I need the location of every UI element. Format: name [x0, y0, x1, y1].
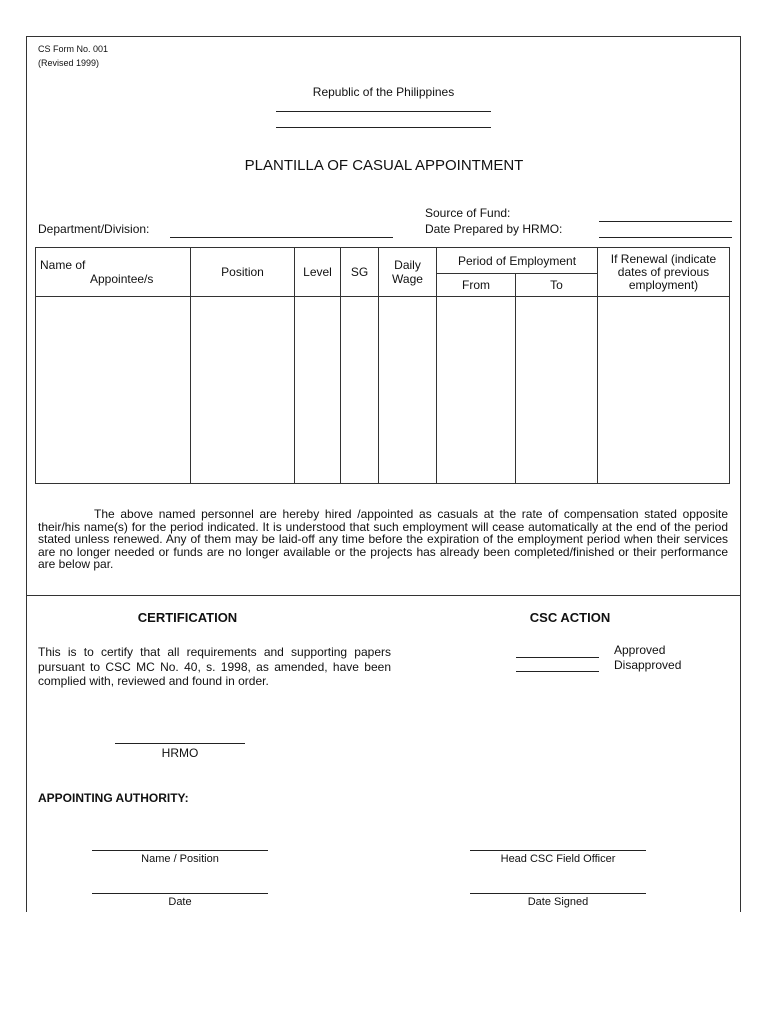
cell-renewal[interactable] — [598, 297, 730, 484]
head-officer-label: Head CSC Field Officer — [500, 853, 616, 865]
header-daily-wage — [379, 248, 437, 297]
date-label: Date — [168, 896, 192, 908]
form-revision: (Revised 1999) — [38, 58, 100, 68]
department-label: Department/Division: — [38, 222, 150, 236]
form-code: CS Form No. 001 — [38, 44, 109, 54]
agency-line-2[interactable] — [276, 127, 491, 128]
date-line[interactable] — [92, 893, 268, 894]
certification-text: This is to certify that all requirements and supporting papers pursuant to CSC MC No. 40, s. 1998, as amended, have been complied with, reviewed and found in order. — [38, 645, 391, 688]
approved-label: Approved — [614, 643, 666, 657]
header-level: Level — [295, 248, 341, 297]
frame-left-border — [26, 36, 27, 912]
appointing-authority-heading: APPOINTING AUTHORITY: — [38, 791, 189, 805]
frame-right-border — [740, 36, 741, 912]
csc-action-heading: CSC ACTION — [529, 610, 611, 625]
header-name-line1: Name of — [40, 258, 86, 272]
cell-from[interactable] — [437, 297, 516, 484]
hrmo-signature-line[interactable] — [115, 743, 245, 744]
header-daily-line1: Daily — [394, 258, 421, 272]
name-position-line[interactable] — [92, 850, 268, 851]
header-name-line2: Appointee/s — [90, 272, 154, 286]
cell-position[interactable] — [191, 297, 295, 484]
header-renewal — [598, 248, 730, 297]
cell-sg[interactable] — [341, 297, 379, 484]
header-from: From — [437, 274, 516, 297]
agency-line-1[interactable] — [276, 111, 491, 112]
cell-name[interactable] — [36, 297, 191, 484]
cell-to[interactable] — [516, 297, 598, 484]
frame-top-border — [26, 36, 741, 37]
department-field[interactable] — [170, 237, 393, 238]
hrmo-label: HRMO — [161, 746, 199, 760]
cell-level[interactable] — [295, 297, 341, 484]
header-renewal-line2: dates of previous — [617, 264, 710, 279]
table-row — [36, 297, 730, 484]
date-prepared-label: Date Prepared by HRMO: — [425, 222, 563, 236]
header-sg: SG — [341, 248, 379, 297]
header-daily-line2: Wage — [392, 272, 423, 286]
form-title: PLANTILLA OF CASUAL APPOINTMENT — [244, 157, 524, 174]
appointee-table — [35, 247, 730, 484]
disapproved-check-line[interactable] — [516, 671, 599, 672]
republic-label: Republic of the Philippines — [312, 85, 455, 99]
certification-heading: CERTIFICATION — [137, 610, 238, 625]
header-renewal-line3: employment) — [628, 277, 699, 292]
header-name — [36, 248, 191, 297]
cell-daily-wage[interactable] — [379, 297, 437, 484]
name-position-label: Name / Position — [141, 853, 219, 865]
disapproved-label: Disapproved — [614, 658, 682, 672]
source-of-fund-field[interactable] — [599, 221, 732, 222]
date-prepared-field[interactable] — [599, 237, 732, 238]
date-signed-line[interactable] — [470, 893, 646, 894]
header-to: To — [516, 274, 598, 297]
appointment-statement: The above named personnel are hereby hired /appointed as casuals at the rate of compensation stated opposite their/his name(s) for the period indicated. It is understood that such employment will cease automatically at the end of the period stated unless renewed. Any of them may be laid-off any time before the expiration of the employment period when their services are no longer needed or funds are no longer available or the projects has already been completed/finished or their performance are below par. — [38, 507, 728, 571]
head-officer-line[interactable] — [470, 850, 646, 851]
header-period: Period of Employment — [437, 248, 598, 274]
approved-check-line[interactable] — [516, 657, 599, 658]
header-renewal-line1: If Renewal (indicate — [610, 251, 717, 266]
source-of-fund-label: Source of Fund: — [425, 206, 511, 220]
date-signed-label: Date Signed — [527, 896, 589, 908]
header-position: Position — [191, 248, 295, 297]
section-divider — [26, 595, 741, 596]
